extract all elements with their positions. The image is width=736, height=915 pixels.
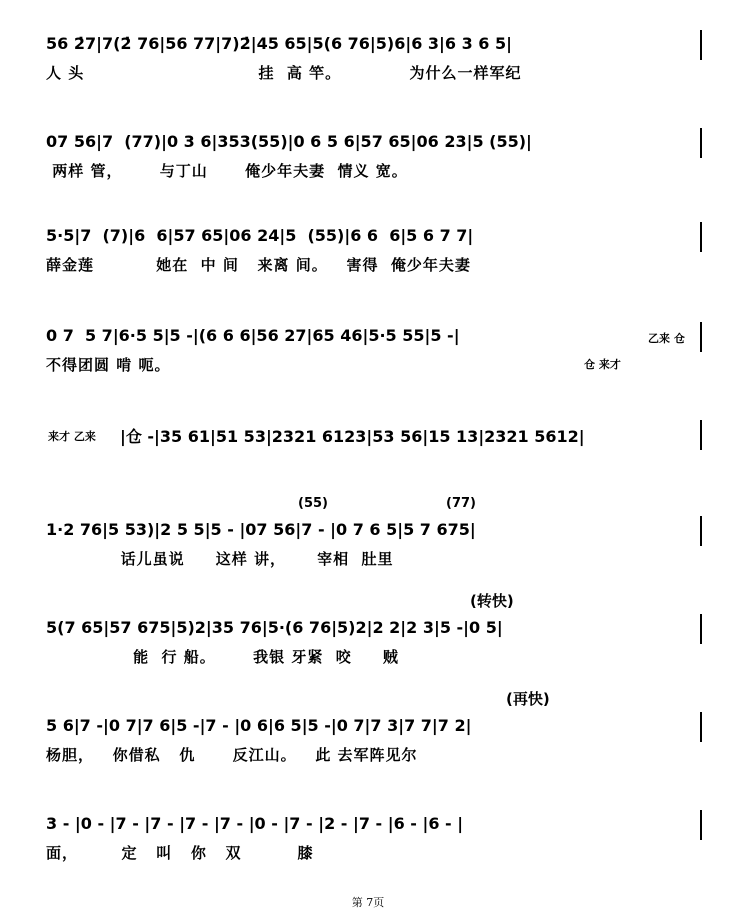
percussion-label-5: 来才 乙来 — [48, 430, 96, 443]
lyrics-line-3: 薛金莲 她在 中 间 来离 间。 害得 俺少年夫妻 — [46, 256, 471, 274]
notation-line-9: 3 - |0 - |7 - |7 - |7 - |7 - |0 - |7 - |2 - |7 - |6 - |6 - | — [46, 814, 464, 833]
end-barline-4 — [700, 322, 702, 352]
lyrics-line-9: 面， 定 叫 你 双 膝 — [46, 844, 314, 862]
bracket-note-55: (55) — [298, 496, 328, 511]
end-barline-3 — [700, 222, 702, 252]
notation-line-7: 5(7 65|57 675|5)2|35 76|5·(6 76|5)2|2 2|2 3|5 -|0 5| — [46, 618, 503, 637]
end-barline-2 — [700, 128, 702, 158]
end-barline-1 — [700, 30, 702, 60]
end-barline-7 — [700, 614, 702, 644]
tempo-marking-even-faster: (再快) — [506, 690, 550, 708]
page-number: 第 7页 — [351, 896, 385, 909]
notation-line-4: 0 7 5 7|6·5 5|5 -|(6 6 6|56 27|65 46|5·5 55|5 -| — [46, 326, 460, 345]
lyrics-line-1: 人 头 挂 高 竿。 为什么一样军纪 — [46, 64, 522, 82]
lyrics-line-7: 能 行 船。 我银 牙紧 咬 贼 — [46, 648, 399, 666]
notation-line-1: 56 2̇7|7(2̇ 76|56 77|7)2̇|45 65|5(6 76|5)6|6 3|6 3 6 5| — [46, 34, 512, 53]
lyrics-line-4: 不得团圆 啃 呃。 — [46, 356, 171, 374]
notation-line-5: |仓 -|35 61|51 53|2321 6123|53 56|15 13|2321 5612| — [120, 427, 585, 446]
end-barline-8 — [700, 712, 702, 742]
percussion-label-4b: 仓 来才 — [584, 358, 621, 371]
lyrics-line-8: 杨胆， 你借私 仇 反江山。 此 去军阵见尔 — [46, 746, 418, 764]
notation-line-3: 5·5|7 (7)|6 6|57 65|06 24|5 (55)|6 6 6|5 6 7 7| — [46, 226, 474, 245]
end-barline-5 — [700, 420, 702, 450]
bracket-note-77: (77) — [446, 496, 476, 511]
end-barline-9 — [700, 810, 702, 840]
percussion-label-4a: 乙来 仓 — [648, 332, 685, 345]
notation-line-8: 5 6|7 -|0 7|7 6|5 -|7 - |0 6|6 5|5 -|0 7|7 3|7 7|7 2| — [46, 716, 472, 735]
lyrics-line-2: 两样 管， 与丁山 俺少年夫妻 情义 宽。 — [46, 162, 408, 180]
end-barline-6 — [700, 516, 702, 546]
tempo-marking-faster: (转快) — [470, 592, 514, 610]
lyrics-line-6: 话儿虽说 这样 讲， 宰相 肚里 — [46, 550, 394, 568]
notation-line-6: 1·2 76|5 53)|2 5 5|5 - |07 56|7 - |0 7 6 5|5 7 675| — [46, 520, 476, 539]
notation-line-2: 07 56|7 (77)|0 3 6|353(55)|0 6 5 6|57 65|06 23|5 (55)| — [46, 132, 532, 151]
